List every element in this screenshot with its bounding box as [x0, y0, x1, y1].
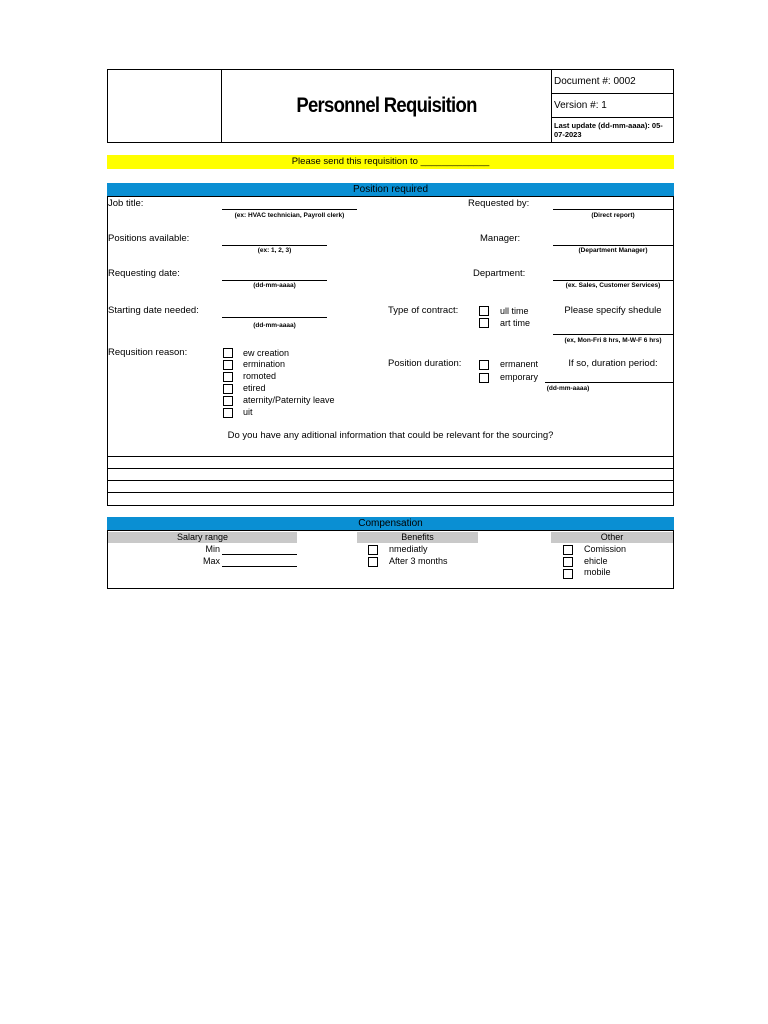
- duration-period-hint: (dd-mm-aaaa): [546, 385, 590, 392]
- requesting-date-field[interactable]: [222, 268, 327, 281]
- header-divider: [551, 69, 552, 143]
- schedule-label: Please specify shedule: [564, 305, 662, 316]
- benefits-immediately-checkbox[interactable]: [368, 545, 378, 555]
- version-number: Version #: 1: [554, 100, 607, 111]
- document-number: Document #: 0002: [554, 76, 636, 87]
- contract-part-time-checkbox[interactable]: [479, 318, 489, 328]
- schedule-field[interactable]: [553, 322, 673, 335]
- position-section-title: Position required: [107, 183, 674, 197]
- benefits-after-3-months-checkbox[interactable]: [368, 557, 378, 567]
- salary-max-field[interactable]: [222, 555, 297, 567]
- header-row-line-1: [551, 93, 674, 94]
- requested-by-hint: (Direct report): [591, 212, 635, 219]
- contract-part-time-label: art time: [500, 318, 531, 328]
- logo-cell: [221, 69, 222, 143]
- additional-info-question: Do you have any aditional information that could be relevant for the sourcing?: [227, 430, 554, 441]
- page-title: Personnel Requisition: [296, 94, 477, 117]
- duration-period-field[interactable]: [545, 372, 673, 383]
- reason-leave-checkbox[interactable]: [223, 396, 233, 406]
- last-update: Last update (dd-mm-aaaa): 05-07-2023: [554, 121, 663, 139]
- schedule-hint: (ex, Mon-Fri 8 hrs, M-W-F 6 hrs): [564, 337, 662, 344]
- requesting-date-hint: (dd-mm-aaaa): [253, 282, 296, 289]
- compensation-section-title: Compensation: [107, 517, 674, 531]
- reason-retired-label: etired: [243, 383, 266, 393]
- reason-quit-label: uit: [243, 407, 253, 417]
- salary-header: Salary range: [108, 532, 297, 543]
- salary-min-label: Min: [205, 544, 220, 554]
- reason-termination-checkbox[interactable]: [223, 360, 233, 370]
- department-hint: (ex. Sales, Customer Services): [565, 282, 661, 289]
- additional-info-line-3[interactable]: [107, 480, 674, 481]
- other-vehicle-label: ehicle: [584, 556, 608, 566]
- duration-permanent-checkbox[interactable]: [479, 360, 489, 370]
- position-section: [107, 183, 674, 506]
- manager-field[interactable]: [553, 233, 673, 246]
- other-vehicle-checkbox[interactable]: [563, 557, 573, 567]
- positions-available-hint: (ex: 1, 2, 3): [257, 247, 292, 254]
- other-commission-label: Comission: [584, 544, 627, 554]
- duration-permanent-label: ermanent: [500, 359, 539, 369]
- requested-by-label: Requested by:: [468, 198, 530, 209]
- starting-date-hint: (dd-mm-aaaa): [253, 322, 296, 329]
- reason-promoted-checkbox[interactable]: [223, 372, 233, 382]
- other-header: Other: [551, 532, 673, 543]
- job-title-field[interactable]: [222, 198, 357, 210]
- job-title-hint: (ex: HVAC technician, Payroll clerk): [234, 212, 345, 219]
- additional-info-line-1[interactable]: [107, 456, 674, 457]
- salary-min-field[interactable]: [222, 543, 297, 555]
- header-row-line-2: [551, 117, 674, 118]
- starting-date-label: Starting date needed:: [108, 305, 199, 316]
- requesting-date-label: Requesting date:: [108, 268, 180, 279]
- benefits-header: Benefits: [357, 532, 478, 543]
- contract-label: Type of contract:: [388, 305, 459, 316]
- duration-period-label: If so, duration period:: [568, 358, 658, 369]
- reason-retired-checkbox[interactable]: [223, 384, 233, 394]
- contract-full-time-label: ull time: [500, 306, 529, 316]
- other-mobile-checkbox[interactable]: [563, 569, 573, 579]
- requested-by-field[interactable]: [553, 198, 673, 210]
- reason-promoted-label: romoted: [243, 371, 277, 381]
- department-label: Department:: [473, 268, 526, 279]
- reason-quit-checkbox[interactable]: [223, 408, 233, 418]
- duration-temporary-label: emporary: [500, 372, 539, 382]
- additional-info-line-4[interactable]: [107, 492, 674, 493]
- reason-label: Requsition reason:: [108, 347, 188, 358]
- reason-termination-label: ermination: [243, 359, 286, 369]
- contract-full-time-checkbox[interactable]: [479, 306, 489, 316]
- duration-temporary-checkbox[interactable]: [479, 373, 489, 383]
- manager-label: Manager:: [480, 233, 521, 244]
- positions-available-field[interactable]: [222, 233, 327, 246]
- send-banner-text: Please send this requisition to _____________: [291, 156, 490, 167]
- reason-new-creation-checkbox[interactable]: [223, 348, 233, 358]
- benefits-immediately-label: nmediatly: [389, 544, 428, 554]
- duration-label: Position duration:: [388, 358, 462, 369]
- benefits-after-3-months-label: After 3 months: [389, 556, 448, 566]
- reason-new-creation-label: ew creation: [243, 348, 290, 358]
- starting-date-field[interactable]: [222, 305, 327, 318]
- job-title-label: Job title:: [108, 198, 144, 209]
- salary-max-label: Max: [202, 556, 220, 566]
- department-field[interactable]: [553, 268, 673, 281]
- additional-info-line-2[interactable]: [107, 468, 674, 469]
- other-mobile-label: mobile: [584, 567, 611, 577]
- reason-leave-label: aternity/Paternity leave: [243, 395, 335, 405]
- other-commission-checkbox[interactable]: [563, 545, 573, 555]
- positions-available-label: Positions available:: [108, 233, 190, 244]
- manager-hint: (Department Manager): [578, 247, 648, 254]
